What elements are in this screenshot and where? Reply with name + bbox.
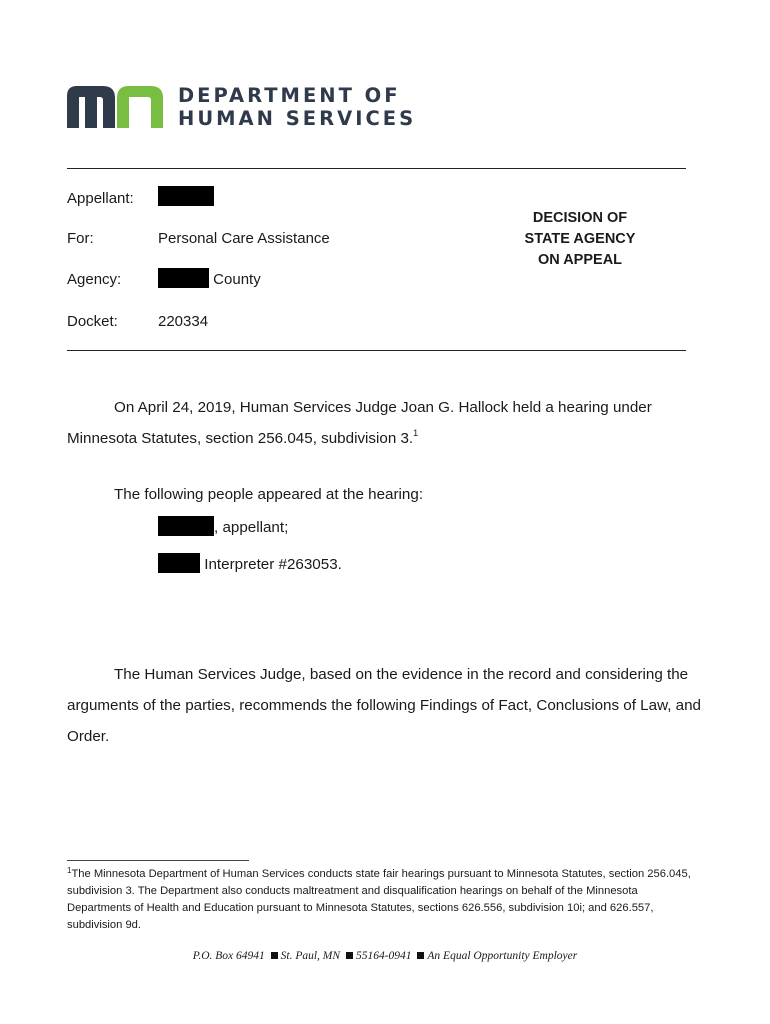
agency-value: County [213, 271, 261, 288]
for-label: For: [67, 230, 94, 247]
logo-text [178, 84, 416, 130]
appellant-redaction [158, 186, 214, 207]
hearing-line2: Minnesota Statutes, section 256.045, subdivision 3. [67, 430, 414, 447]
appearance-appellant [158, 516, 558, 537]
decision-line3: ON APPEAL [537, 252, 623, 268]
case-info-divider [67, 350, 686, 351]
footer-tagline: An Equal Opportunity Employer [427, 950, 578, 962]
footer-address1: P.O. Box 64941 [192, 950, 265, 962]
square-bullet-icon [417, 952, 424, 959]
recommendation-line3: Order. [67, 728, 110, 745]
footnote-marker: 1 [67, 866, 72, 875]
hearing-line2-wrap [67, 423, 707, 454]
appellant-name-redaction [158, 516, 214, 536]
agency-value-row [158, 268, 261, 289]
footnote-text: The Minnesota Department of Human Services conducts state fair hearings pursuant to Minnesota Statutes, section 256.045, subdivision 3. The Department also conducts maltreatment and disqualification hearings on behalf of the Minnesota Departments of Health and Education pursuant to Minnesota Statutes, sections 626.556, subdivision 10i; and 626.557, subdivision 9d. [67, 868, 691, 931]
footnote-ref: 1 [413, 428, 419, 438]
hearing-line1: On April 24, 2019, Human Services Judge Joan G. Hallock held a hearing under [114, 399, 652, 416]
footer-address2: St. Paul, MN [280, 950, 341, 962]
page-footer [0, 950, 770, 962]
square-bullet-icon [346, 952, 353, 959]
decision-heading [500, 208, 660, 271]
agency-redaction [158, 268, 209, 288]
docket-label: Docket: [67, 313, 118, 330]
header-divider [67, 168, 686, 169]
recommendation-line1: The Human Services Judge, based on the evidence in the record and considering the [114, 666, 689, 683]
appellant-role: , appellant; [214, 519, 289, 536]
dhs-mn-logo [67, 86, 163, 128]
recommendation-line2: arguments of the parties, recommends the following Findings of Fact, Conclusions of Law, and [67, 697, 701, 714]
recommendation-paragraph [67, 659, 717, 752]
footer-address3: 55164-0941 [355, 950, 412, 962]
interpreter-role: Interpreter #263053. [204, 556, 342, 573]
logo-text-line1: DEPARTMENT OF [178, 84, 401, 107]
hearing-paragraph [67, 392, 707, 454]
appeared-intro: The following people appeared at the hearing: [114, 486, 424, 503]
logo-text-line2: HUMAN SERVICES [178, 107, 417, 130]
square-bullet-icon [271, 952, 278, 959]
footnote-divider [67, 860, 249, 861]
interpreter-name-redaction [158, 553, 200, 573]
appellant-label: Appellant: [67, 190, 134, 207]
docket-value: 220334 [158, 313, 209, 330]
footnote [67, 866, 697, 934]
decision-line1: DECISION OF [532, 210, 628, 226]
for-value: Personal Care Assistance [158, 230, 330, 247]
decision-line2: STATE AGENCY [524, 231, 636, 247]
agency-label: Agency: [67, 271, 122, 288]
appearance-interpreter [158, 553, 558, 574]
